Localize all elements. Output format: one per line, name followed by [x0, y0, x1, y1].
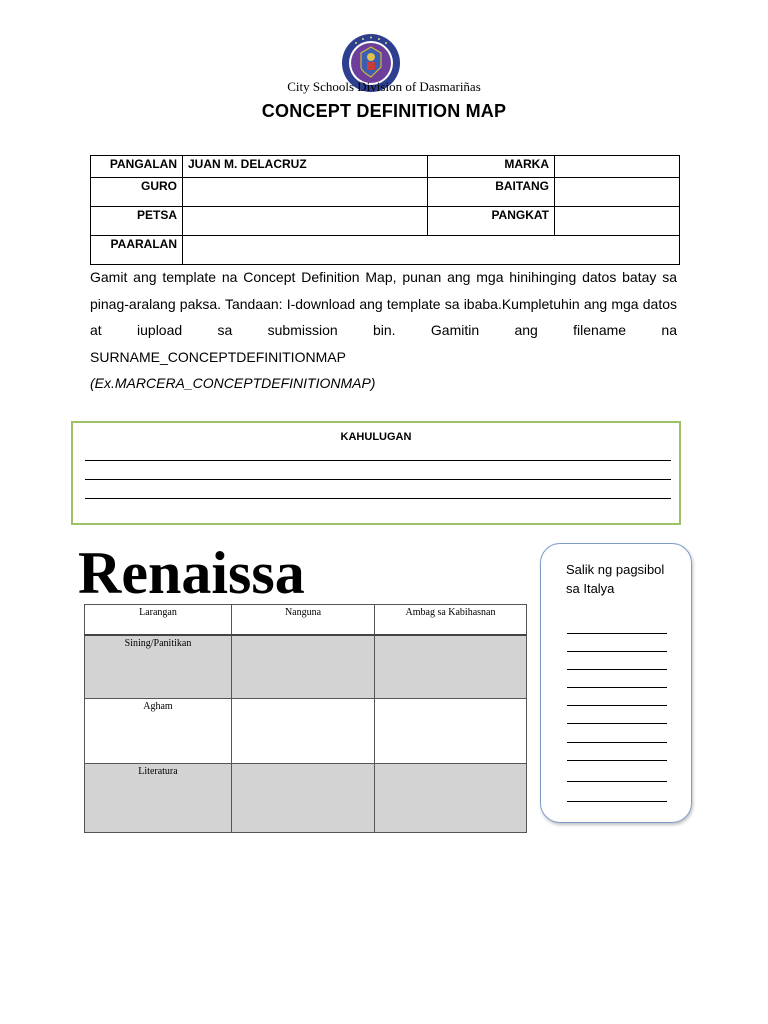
larangan-cell: Literatura	[85, 764, 232, 833]
larangan-cell: Sining/Panitikan	[85, 635, 232, 699]
column-header: Nanguna	[232, 605, 375, 636]
definition-heading: KAHULUGAN	[340, 431, 412, 443]
definition-line[interactable]	[85, 498, 671, 499]
pangkat-label: PANGKAT	[428, 207, 555, 236]
petsa-label: PETSA	[91, 207, 183, 236]
definition-line[interactable]	[85, 479, 671, 480]
table-row	[85, 764, 527, 833]
answer-line[interactable]	[567, 742, 667, 743]
nanguna-cell[interactable]	[232, 635, 375, 699]
ambag-cell[interactable]	[375, 635, 527, 699]
ambag-cell[interactable]	[375, 699, 527, 764]
instructions-body: Gamit ang template na Concept Definition Map, punan ang mga hinihinging datos batay sa pinag-aralang paksa. Tandaan: I-download ang template sa ibaba.Kumpletuhin ang mga datos at iupload sa submission bin. Gamitin ang filename na SURNAME_CONCEPTDEFINITIONMAP	[90, 269, 677, 365]
instructions-example: (Ex.MARCERA_CONCEPTDEFINITIONMAP)	[90, 375, 376, 391]
paaralan-field[interactable]	[183, 236, 680, 265]
pangalan-field[interactable]: JUAN M. DELACRUZ	[183, 156, 428, 178]
nanguna-cell[interactable]	[232, 699, 375, 764]
division-name: City Schools Division of Dasmariñas	[287, 79, 481, 94]
column-header: Ambag sa Kabihasnan	[375, 605, 527, 636]
side-card-text: Salik ng pagsibol sa Italya	[566, 562, 665, 596]
guro-field[interactable]	[183, 178, 428, 207]
guro-label: GURO	[91, 178, 183, 207]
definition-box	[71, 421, 681, 525]
ambag-cell[interactable]	[375, 764, 527, 833]
side-card	[540, 543, 692, 823]
pangalan-label: PANGALAN	[91, 156, 183, 178]
answer-line[interactable]	[567, 801, 667, 802]
renaissance-table	[84, 604, 527, 833]
answer-line[interactable]	[567, 651, 667, 652]
student-info-table	[90, 155, 680, 265]
nanguna-cell[interactable]	[232, 764, 375, 833]
table-row	[85, 635, 527, 699]
paaralan-label: PAARALAN	[91, 236, 183, 265]
answer-line[interactable]	[567, 760, 667, 761]
instructions	[90, 264, 677, 397]
answer-line[interactable]	[567, 705, 667, 706]
larangan-cell: Agham	[85, 699, 232, 764]
baitang-label: BAITANG	[428, 178, 555, 207]
answer-line[interactable]	[567, 669, 667, 670]
concept-word: Renaissa	[78, 540, 305, 606]
marka-field[interactable]	[555, 156, 680, 178]
answer-line[interactable]	[567, 633, 667, 634]
answer-line[interactable]	[567, 723, 667, 724]
page-title: CONCEPT DEFINITION MAP	[261, 101, 507, 121]
table-row	[85, 699, 527, 764]
petsa-field[interactable]	[183, 207, 428, 236]
baitang-field[interactable]	[555, 178, 680, 207]
answer-line[interactable]	[567, 781, 667, 782]
column-header: Larangan	[85, 605, 232, 636]
definition-line[interactable]	[85, 460, 671, 461]
answer-line[interactable]	[567, 687, 667, 688]
pangkat-field[interactable]	[555, 207, 680, 236]
marka-label: MARKA	[428, 156, 555, 178]
